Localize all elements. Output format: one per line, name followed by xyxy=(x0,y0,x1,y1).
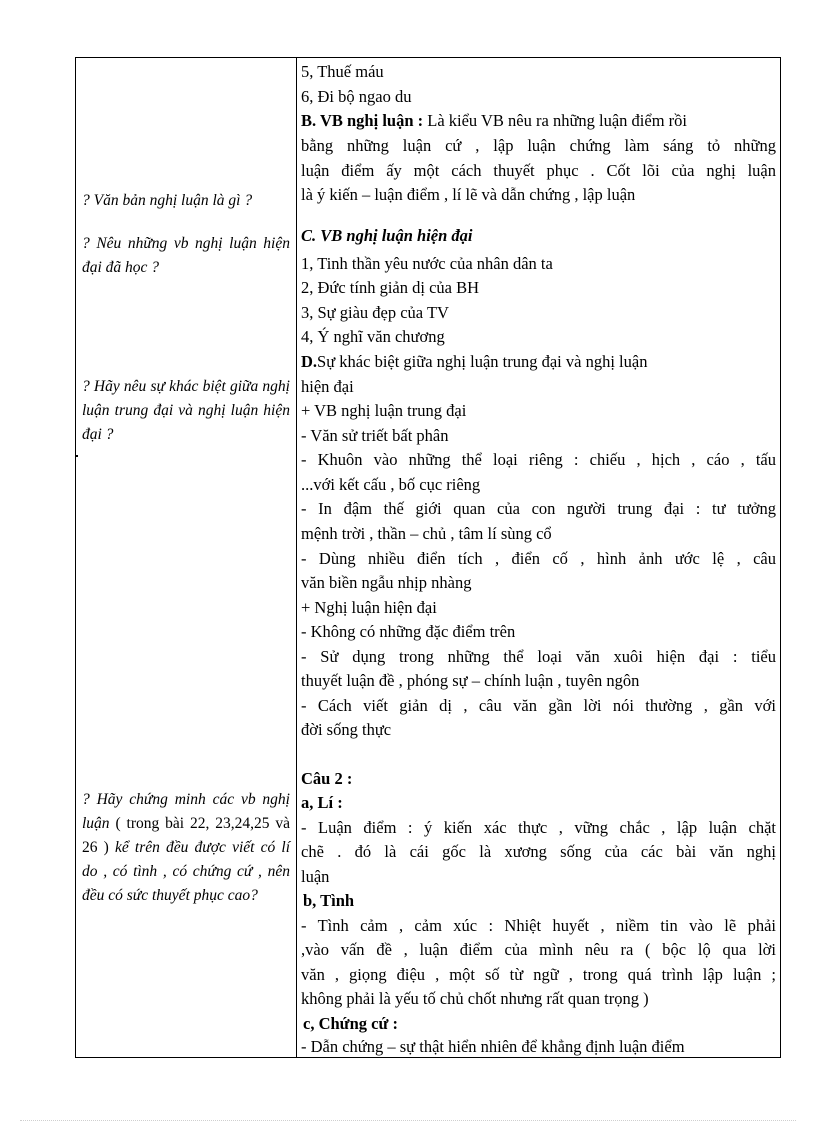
question-3: ? Hãy nêu sự khác biệt giữa nghị luận trung đại và nghị luận hiện đại ? xyxy=(82,378,290,443)
answer-line: - In đậm thế giới quan của con người trung đại : tư tưởng xyxy=(301,499,776,518)
answer-line: - Dùng nhiều điển tích , điển cố , hình ảnh ước lệ , câu xyxy=(301,549,776,568)
answer-line: - Không có những đặc điểm trên xyxy=(301,622,516,641)
question-1: ? Văn bản nghị luận là gì ? xyxy=(82,192,253,209)
question-2: ? Nêu những vb nghị luận hiện đại đã học ? xyxy=(82,235,290,276)
question-column xyxy=(76,58,296,1057)
answer-line: bằng những luận cứ , lập luận chứng làm sáng tỏ những xyxy=(301,136,776,155)
stray-mark xyxy=(76,455,78,457)
answer-line: 3, Sự giàu đẹp của TV xyxy=(301,303,449,322)
answer-line: - Văn sử triết bất phân xyxy=(301,426,449,445)
sub-heading-a: a, Lí : xyxy=(301,793,343,812)
lesson-table xyxy=(75,57,781,1058)
section-c-heading: C. VB nghị luận hiện đại xyxy=(301,226,473,245)
answer-line: hiện đại xyxy=(301,377,354,396)
question-4-italic-end: kể trên đều được viết có lí do , có tình , có chứng cứ , nên đều có sức thuyết phục cao? xyxy=(82,839,290,904)
section-d-text: Sự khác biệt giữa nghị luận trung đại và nghị luận xyxy=(317,352,648,371)
answer-line: - Dẫn chứng – sự thật hiển nhiên để khẳng định luận điểm xyxy=(301,1037,685,1056)
answer-line: chẽ . đó là cái gốc là xương sống của các bài văn nghị xyxy=(301,842,776,861)
answer-line: đời sống thực xyxy=(301,720,392,739)
answer-line: - Tình cảm , cảm xúc : Nhiệt huyết , niềm tin vào lẽ phải xyxy=(301,916,776,935)
section-b-title: B. VB nghị luận : xyxy=(301,111,424,130)
answer-line: 1, Tinh thần yêu nước của nhân dân ta xyxy=(301,254,553,273)
answer-line: - Cách viết giản dị , câu văn gần lời nói thường , gần với xyxy=(301,696,776,715)
answer-line: + VB nghị luận trung đại xyxy=(301,401,467,420)
answer-line: - Sử dụng trong những thể loại văn xuôi hiện đại : tiểu xyxy=(301,647,776,666)
sub-heading-b: b, Tình xyxy=(303,891,355,910)
answer-line: ,vào vấn đề , luận điểm của mình nêu ra ( bộc lộ qua lời xyxy=(301,940,776,959)
footer-dotted-line xyxy=(20,1120,796,1122)
answer-line: ...với kết cấu , bố cục riêng xyxy=(301,475,481,494)
sub-heading-c: c, Chứng cứ : xyxy=(303,1014,398,1033)
answer-line: luận điểm ấy một cách thuyết phục . Cốt lõi của nghị luận xyxy=(301,161,776,180)
answer-line: mệnh trời , thần – chủ , tâm lí sùng cổ xyxy=(301,524,552,543)
section-b-heading xyxy=(301,109,776,133)
answer-line: 6, Đi bộ ngao du xyxy=(301,87,412,106)
answer-line: 2, Đức tính giản dị của BH xyxy=(301,278,480,297)
section-d-label: D. xyxy=(301,352,318,371)
cau-2-heading: Câu 2 : xyxy=(301,769,353,788)
answer-line: thuyết luận đề , phóng sự – chính luận , tuyên ngôn xyxy=(301,671,640,690)
answer-line: luận xyxy=(301,867,330,886)
answer-column xyxy=(297,58,782,1057)
question-4-plain: ( trong bài 22, 23,24,25 và 26 ) xyxy=(82,815,290,856)
answer-line: văn biền ngẫu nhịp nhàng xyxy=(301,573,472,592)
answer-line: 5, Thuế máu xyxy=(301,62,384,81)
answer-line: - Khuôn vào những thể loại riêng : chiếu , hịch , cáo , tấu xyxy=(301,450,776,469)
section-b-text: Là kiểu VB nêu ra những luận điểm rồi xyxy=(423,111,687,130)
answer-line: 4, Ý nghĩ văn chương xyxy=(301,327,445,346)
answer-line: + Nghị luận hiện đại xyxy=(301,598,437,617)
question-4 xyxy=(82,788,290,908)
answer-line: không phải là yếu tố chủ chốt nhưng rất quan trọng ) xyxy=(301,989,649,1008)
section-d-heading xyxy=(301,350,776,374)
answer-line: - Luận điểm : ý kiến xác thực , vững chắc , lập luận chặt xyxy=(301,818,776,837)
answer-line: là ý kiến – luận điểm , lí lẽ và dẫn chứng , lập luận xyxy=(301,185,636,204)
answer-line: văn , giọng điệu , một số từ ngữ , trong quá trình lập luận ; xyxy=(301,965,776,984)
question-4-italic-start: ? Hãy chứng minh các vb nghị luận xyxy=(82,791,290,832)
